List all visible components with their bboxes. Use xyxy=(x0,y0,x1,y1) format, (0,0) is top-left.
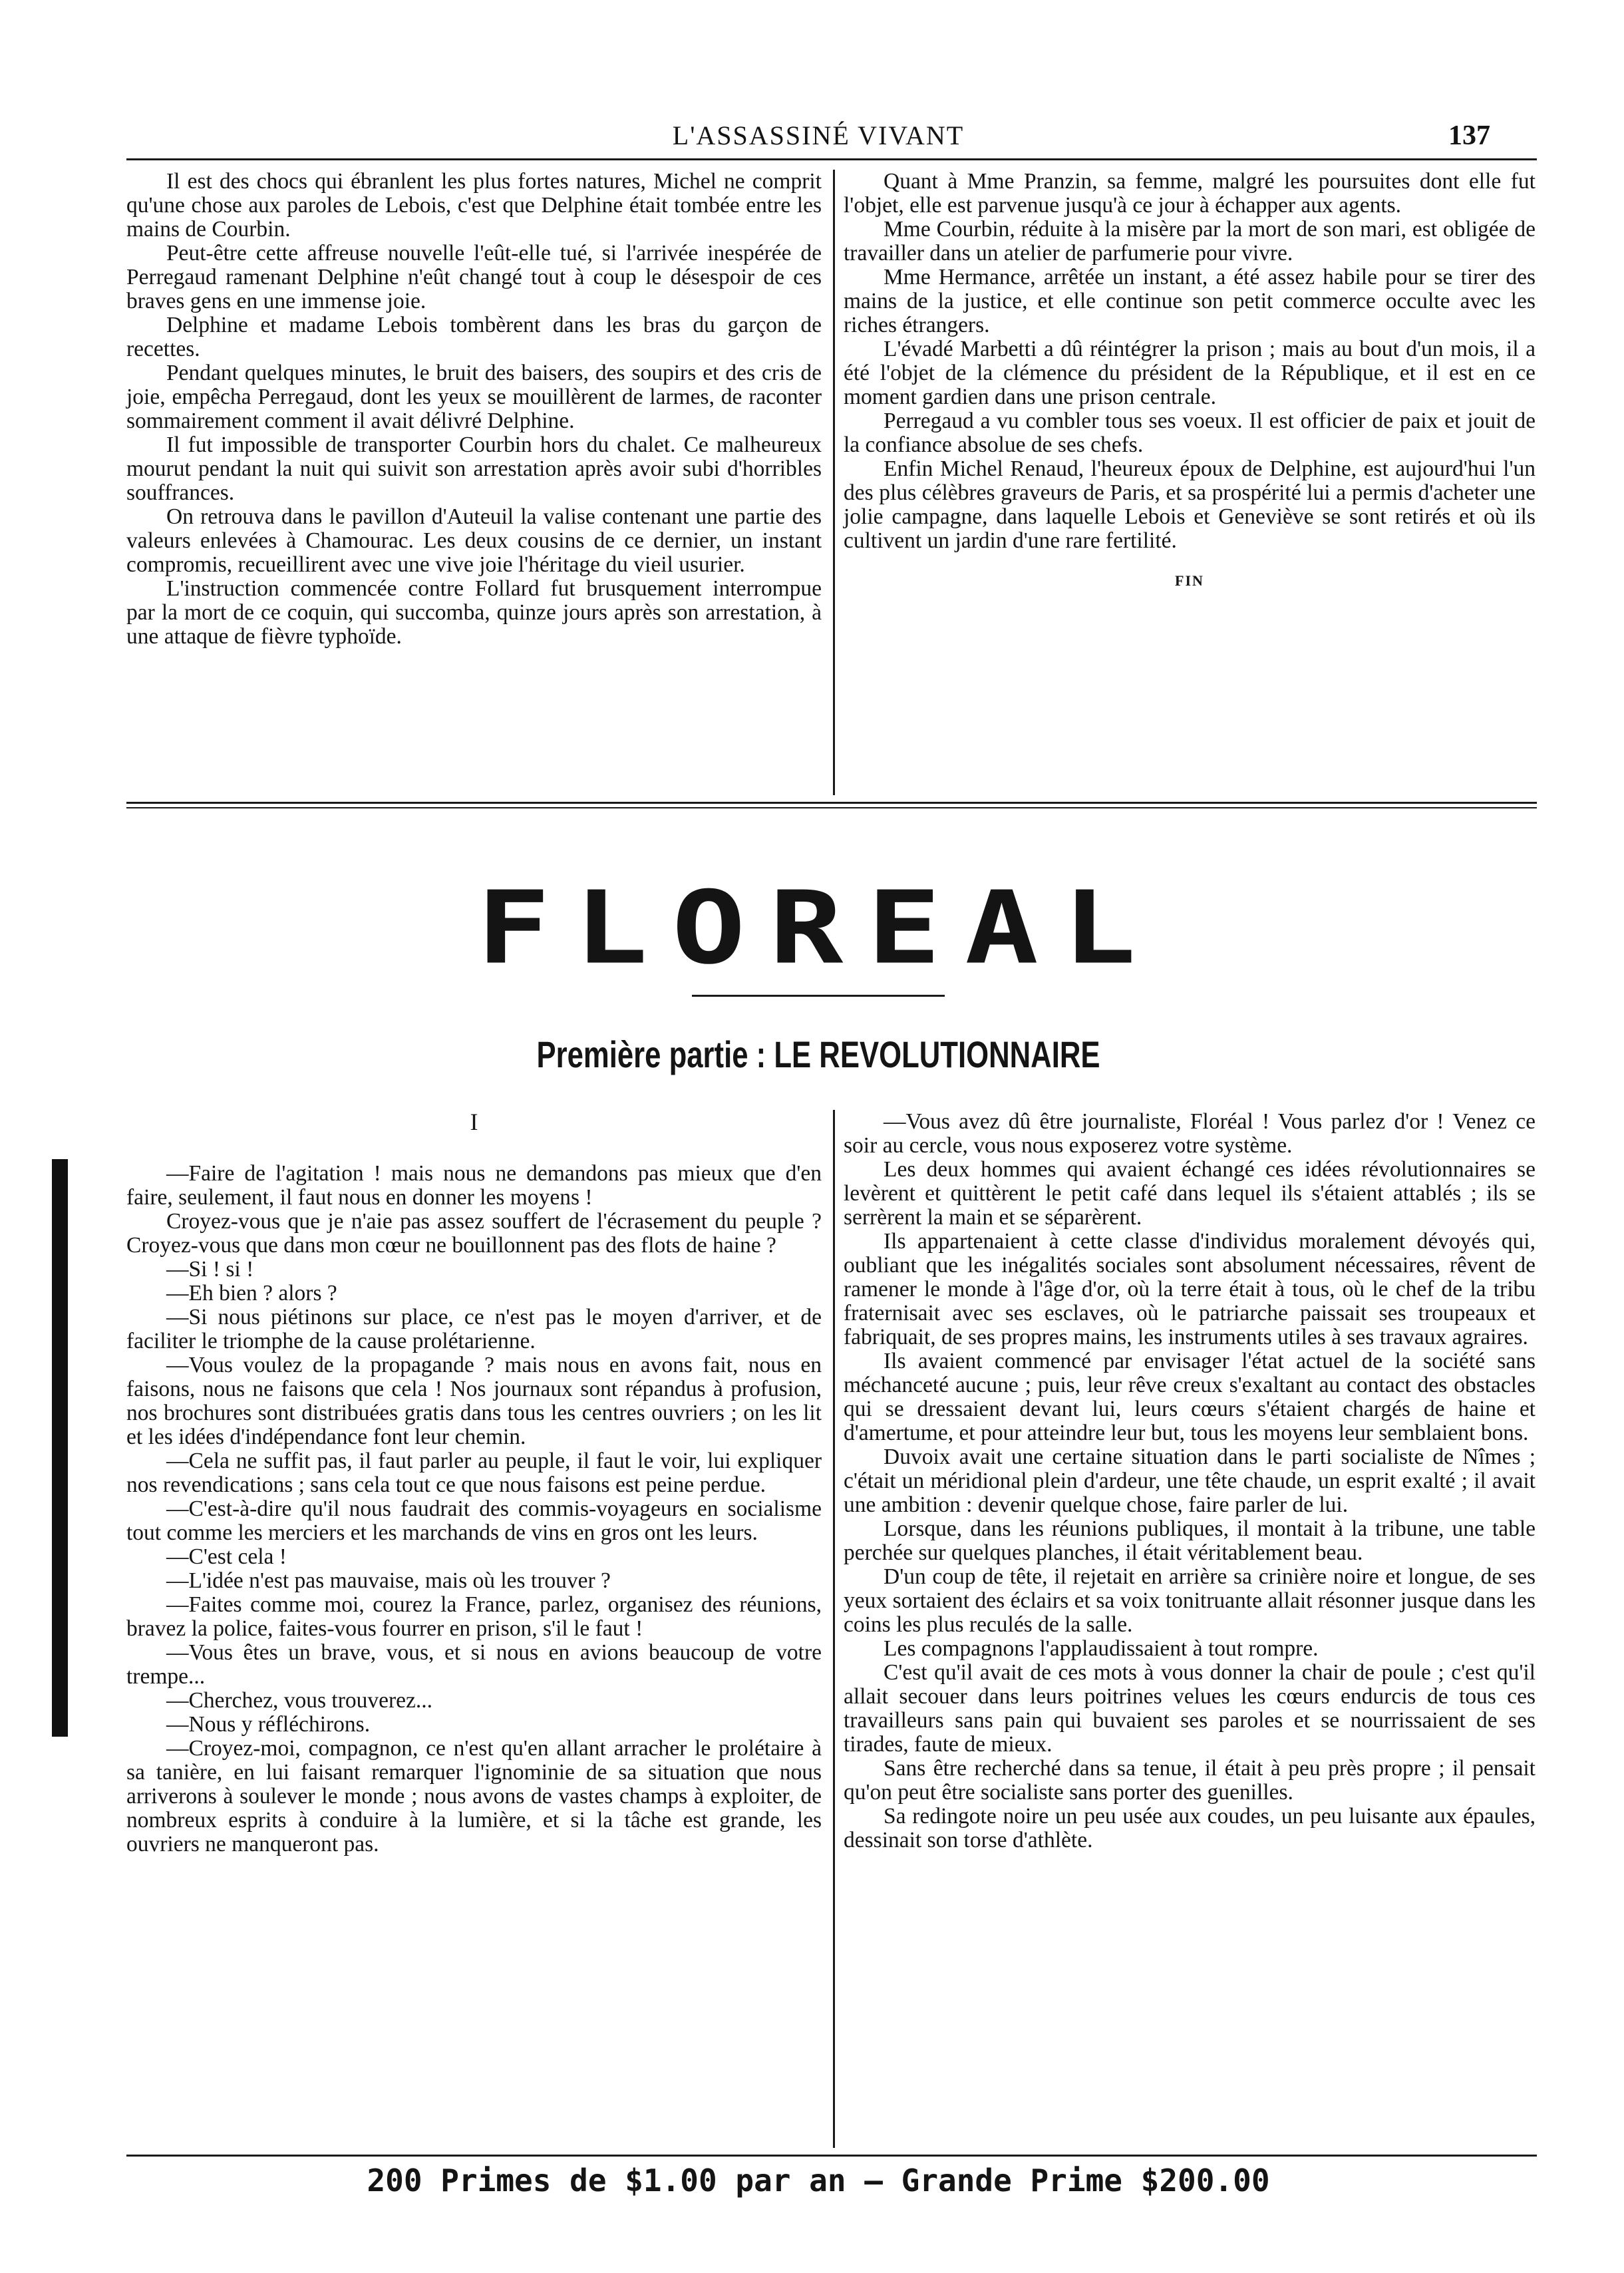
running-header xyxy=(126,120,1510,160)
paragraph: —Nous y réfléchirons. xyxy=(166,1712,371,1737)
paragraph: Les compagnons l'applaudissaient à tout rompre. xyxy=(884,1636,1319,1661)
paragraph: Lorsque, dans les réunions publiques, il montait à la tribune, une table perchée sur quelques planches, il était véritablement beau. xyxy=(844,1516,1536,1565)
paragraph: —Vous voulez de la propagande ? mais nous en avons fait, nous en faisons, nous ne faisons que cela ! Nos journaux sont répandus à profusion, nos brochures sont distribuées gratis dans tous les centres ouvriers ; on les lit et les idées d'indépendance font leur chemin. xyxy=(126,1353,822,1449)
paragraph: —C'est cela ! xyxy=(166,1544,287,1569)
paragraph: Duvoix avait une certaine situation dans le parti socialiste de Nîmes ; c'était un méridional plein d'ardeur, une tête chaude, un esprit exalté ; il avait une ambition : devenir quelque chose, faire parler de lui. xyxy=(844,1445,1536,1517)
paragraph: —L'idée n'est pas mauvaise, mais où les trouver ? xyxy=(166,1568,611,1593)
paragraph: Il est des chocs qui ébranlent les plus fortes natures, Michel ne comprit qu'une chose aux paroles de Lebois, c'est que Delphine était tombée entre les mains de Courbin. xyxy=(126,169,822,242)
bottom-left-column xyxy=(126,1110,822,1856)
paragraph: C'est qu'il avait de ces mots à vous donner la chair de poule ; c'est qu'il allait secouer dans leurs poitrines velues les cœurs endurcis de tous ces travailleurs sans pain qui buvaient ses paroles et se nourrissaient de ses tirades, faute de mieux. xyxy=(844,1660,1536,1757)
paragraph: Mme Courbin, réduite à la misère par la mort de son mari, est obligée de travailler dans un atelier de parfumerie pour vivre. xyxy=(844,217,1536,265)
part-subtitle: Première partie : LE REVOLUTIONNAIRE xyxy=(536,1033,1100,1075)
paragraph: Enfin Michel Renaud, l'heureux époux de Delphine, est aujourd'hui l'un des plus célèbres graveurs de Paris, et sa prospérité lui a permis d'acheter une jolie campagne, dans laquelle Lebois et Geneviève se sont retirés et où ils cultivent un jardin d'une rare fertilité. xyxy=(844,456,1536,553)
title-underline xyxy=(692,995,945,997)
paragraph: —C'est-à-dire qu'il nous faudrait des commis-voyageurs en socialisme tout comme les merciers et les marchands de vins en gros ont les leurs. xyxy=(126,1496,822,1545)
paragraph: Il fut impossible de transporter Courbin hors du chalet. Ce malheureux mourut pendant la nuit qui suivit son arrestation après avoir subi d'horribles souffrances. xyxy=(126,433,822,505)
header-rule xyxy=(126,158,1537,160)
paragraph: On retrouva dans le pavillon d'Auteuil la valise contenant une partie des valeurs enlevées à Chamourac. Les deux cousins de ce dernier, un instant compromis, recueillirent avec une vive joie l'héritage du vieil usurier. xyxy=(126,504,822,577)
paragraph: Peut-être cette affreuse nouvelle l'eût-elle tué, si l'arrivée inespérée de Perregaud ramenant Delphine n'eût changé tout à coup le désespoir de ces braves gens en une immense joie. xyxy=(126,241,822,313)
paragraph: —Cela ne suffit pas, il faut parler au peuple, il faut le voir, lui expliquer nos revendications ; sans cela tout ce que nous faisons est peine perdue. xyxy=(126,1449,822,1497)
page-number: 137 xyxy=(1448,120,1490,151)
paragraph: Delphine et madame Lebois tombèrent dans les bras du garçon de recettes. xyxy=(126,313,822,361)
paragraph: —Si ! si ! xyxy=(166,1257,254,1282)
end-mark: FIN xyxy=(1175,572,1204,589)
footer-rule xyxy=(126,2155,1537,2157)
top-left-column xyxy=(126,170,822,649)
paragraph: L'instruction commencée contre Follard fut brusquement interrompue par la mort de ce coquin, qui succomba, quinze jours après son arrestation, à une attaque de fièvre typhoïde. xyxy=(126,576,822,649)
paragraph: Croyez-vous que je n'aie pas assez souffert de l'écrasement du peuple ? Croyez-vous que dans mon cœur ne bouillonnent pas des flots de haine ? xyxy=(126,1209,822,1258)
section-rule-bottom xyxy=(126,807,1537,808)
masthead-title: FLOREAL xyxy=(476,870,1160,987)
paragraph: Sa redingote noire un peu usée aux coudes, un peu luisante aux épaules, dessinait son torse d'athlète. xyxy=(844,1804,1536,1852)
paragraph: Les deux hommes qui avaient échangé ces idées révolutionnaires se levèrent et quittèrent le petit café dans lequel ils s'étaient attablés ; ils se serrèrent la main et se séparèrent. xyxy=(844,1157,1536,1230)
paragraph: —Vous êtes un brave, vous, et si nous en avions beaucoup de votre trempe... xyxy=(126,1640,822,1689)
paragraph: Mme Hermance, arrêtée un instant, a été assez habile pour se tirer des mains de la justice, et elle continue son petit commerce occulte avec les riches étrangers. xyxy=(844,265,1536,337)
paragraph: Ils appartenaient à cette classe d'individus moralement dévoyés qui, oubliant que les inégalités sociales sont absolument nécessaires, rêvent de ramener le monde à l'âge d'or, où la terre était à tous, où le chef de la tribu fraternisait avec ses esclaves, où le patriarche paissait ses troupeaux et fabriquait, de ses propres mains, les instruments utiles à ses travaux agraires. xyxy=(844,1229,1536,1349)
paragraph: —Faire de l'agitation ! mais nous ne demandons pas mieux que d'en faire, seulement, il faut nous en donner les moyens ! xyxy=(126,1161,822,1210)
column-divider xyxy=(833,1110,835,2148)
paragraph: Pendant quelques minutes, le bruit des baisers, des soupirs et des cris de joie, empêcha Perregaud, dont les yeux se mouillèrent de larmes, de raconter sommairement comment il avait délivré Delphine. xyxy=(126,361,822,433)
paragraph: —Croyez-moi, compagnon, ce n'est qu'en allant arracher le prolétaire à sa tanière, en lui faisant remarquer l'ignominie de sa situation que nous arriverons à soulever le monde ; nous avons de vastes champs à exploiter, de nombreux esprits à conduire à la lumière, et si la tâche est grande, les ouvriers ne manqueront pas. xyxy=(126,1736,822,1856)
column-divider xyxy=(833,170,835,795)
paragraph: Perregaud a vu combler tous ses voeux. Il est officier de paix et jouit de la confiance absolue de ses chefs. xyxy=(844,409,1536,457)
paragraph: —Cherchez, vous trouverez... xyxy=(166,1688,432,1713)
running-title: L'ASSASSINÉ VIVANT xyxy=(672,120,965,150)
paragraph: —Eh bien ? alors ? xyxy=(166,1281,337,1306)
paragraph: Ils avaient commencé par envisager l'état actuel de la société sans méchanceté aucune ; puis, leur rêve creux s'exaltant au contact des obstacles qui se dressaient devant lui, leurs cœurs s'étaient chargés de haine et d'amertume, et pour atteindre leur but, tous les moyens leur semblaient bons. xyxy=(844,1349,1536,1445)
bottom-right-column xyxy=(844,1110,1536,1852)
paragraph: —Si nous piétinons sur place, ce n'est pas le moyen d'arriver, et de faciliter le triomphe de la cause prolétarienne. xyxy=(126,1305,822,1353)
section-rule-top xyxy=(126,802,1537,804)
chapter-number: I xyxy=(470,1109,478,1135)
footer-banner: 200 Primes de $1.00 par an — Grande Prime $200.00 xyxy=(367,2163,1270,2198)
margin-bar xyxy=(52,1159,68,1737)
top-right-column xyxy=(844,170,1536,593)
paragraph: L'évadé Marbetti a dû réintégrer la prison ; mais au bout d'un mois, il a été l'objet de la clémence du président de la République, et il est en ce moment gardien dans une prison centrale. xyxy=(844,337,1536,409)
paragraph: Sans être recherché dans sa tenue, il était à peu près propre ; il pensait qu'on peut être socialiste sans porter des guenilles. xyxy=(844,1756,1536,1805)
paragraph: —Vous avez dû être journaliste, Floréal ! Vous parlez d'or ! Venez ce soir au cercle, vous nous exposerez votre système. xyxy=(844,1109,1536,1158)
paragraph: D'un coup de tête, il rejetait en arrière sa crinière noire et longue, de ses yeux sortaient des éclairs et sa voix tonitruante allait résonner jusque dans les coins les plus reculés de la salle. xyxy=(844,1564,1536,1637)
paragraph: —Faites comme moi, courez la France, parlez, organisez des réunions, bravez la police, faites-vous fourrer en prison, s'il le faut ! xyxy=(126,1592,822,1641)
paragraph: Quant à Mme Pranzin, sa femme, malgré les poursuites dont elle fut l'objet, elle est parvenue jusqu'à ce jour à échapper aux agents. xyxy=(844,169,1536,218)
